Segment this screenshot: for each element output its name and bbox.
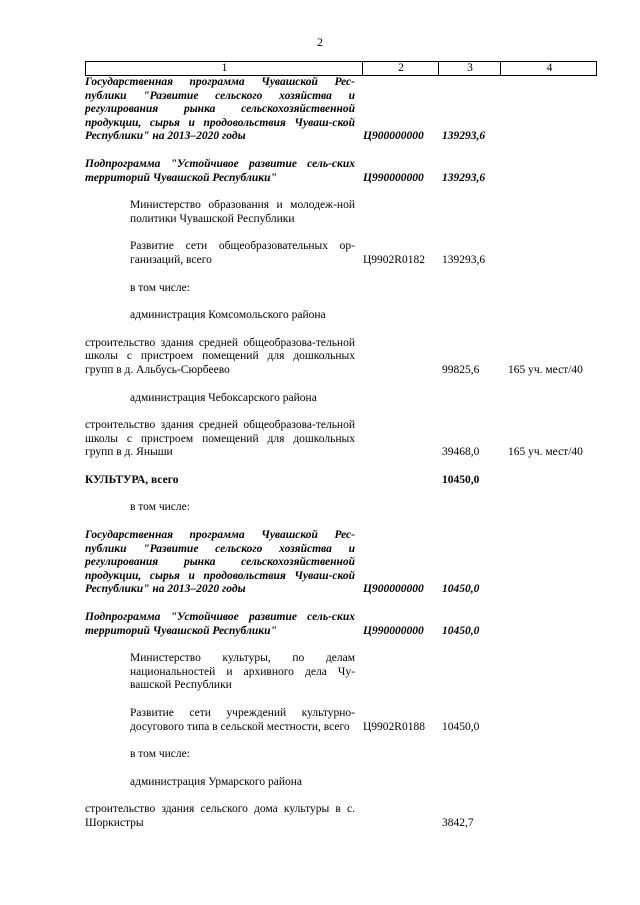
direction-amount: 10450,0 [442, 720, 480, 733]
program-amount: 139293,6 [442, 130, 486, 143]
header-col-3: 3 [467, 62, 473, 74]
table-row [85, 474, 597, 488]
table-row [85, 611, 597, 638]
table-row [85, 652, 597, 693]
object-name: строительство здания средней общеобразова-тельной школы с пристроем помещений для дошкольных групп в д. Яныши [85, 419, 355, 459]
object-amount: 39468,0 [442, 446, 480, 459]
subprogram-code: Ц990000000 [363, 624, 424, 637]
page-number: 2 [317, 35, 323, 49]
program-amount: 10450,0 [442, 583, 480, 596]
direction-code: Ц9902R0188 [363, 720, 425, 733]
direction-name: Развитие сети общеобразовательных ор-ганизаций, всего [130, 240, 355, 266]
table-row [85, 240, 597, 267]
program-name: Государственная программа Чувашской Рес-публики "Развитие сельского хозяйства и регулирования рынка сельскохозяйственной продукции, сырья и продовольствия Чуваш-ской Республики" на 2013–2020 годы [85, 76, 355, 143]
object-amount: 3842,7 [442, 816, 474, 829]
table-row [85, 419, 597, 460]
table-body [85, 76, 597, 831]
including-label: в том числе: [130, 501, 190, 514]
table-row [85, 529, 597, 597]
table-row [85, 282, 597, 296]
subprogram-name: Подпрограмма "Устойчивое развитие сель-ских территорий Чувашской Республики" [85, 157, 355, 184]
table-row [85, 158, 597, 185]
subprogram-amount: 10450,0 [442, 624, 480, 637]
direction-name: Развитие сети учреждений культурно-досугового типа в сельской местности, всего [130, 707, 355, 733]
header-col-2: 2 [398, 62, 404, 74]
subprogram-amount: 139293,6 [442, 171, 486, 184]
table-row [85, 392, 597, 406]
budget-table [85, 61, 597, 831]
table-row [85, 776, 597, 790]
district-name: администрация Чебоксарского района [130, 391, 317, 404]
direction-amount: 139293,6 [442, 253, 486, 266]
table-row [85, 337, 597, 378]
header-col-4: 4 [546, 62, 553, 74]
district-name: администрация Урмарского района [130, 775, 302, 788]
section-amount: 10450,0 [442, 473, 480, 486]
subprogram-code: Ц990000000 [363, 171, 424, 184]
table-row [85, 199, 597, 226]
ministry-name: Министерство культуры, по делам национальностей и архивного дела Чу-вашской Республики [130, 652, 355, 692]
table-row [85, 76, 597, 144]
object-name: строительство здания средней общеобразова-тельной школы с пристроем помещений для дошкольных групп в д. Альбусь-Сюрбеево [85, 336, 355, 376]
table-row [85, 707, 597, 734]
including-label: в том числе: [130, 748, 190, 761]
subprogram-name: Подпрограмма "Устойчивое развитие сель-ских территорий Чувашской Республики" [85, 611, 355, 637]
table-header-row [85, 61, 597, 76]
program-code: Ц900000000 [363, 583, 424, 596]
direction-code: Ц9902R0182 [363, 253, 425, 266]
object-capacity: 165 уч. мест/40 [508, 363, 583, 376]
section-title: КУЛЬТУРА, всего [85, 473, 179, 486]
district-name: администрация Комсомольского района [130, 309, 326, 322]
including-label: в том числе: [130, 281, 190, 294]
object-capacity: 165 уч. мест/40 [508, 446, 583, 459]
table-row [85, 748, 597, 762]
table-row [85, 309, 597, 323]
header-col-1: 1 [221, 62, 228, 74]
table-row [85, 501, 597, 515]
program-name: Государственная программа Чувашской Рес-публики "Развитие сельского хозяйства и регулирования рынка сельскохозяйственной продукции, сырья и продовольствия Чуваш-ской Республики" на 2013–2020 годы [85, 529, 355, 596]
object-amount: 99825,6 [442, 363, 480, 376]
ministry-name: Министерство образования и молодеж-ной политики Чувашской Республики [130, 199, 355, 225]
program-code: Ц900000000 [363, 130, 424, 143]
table-row [85, 803, 597, 830]
object-name: строительство здания сельского дома культуры в с. Шоркистры [85, 803, 355, 829]
